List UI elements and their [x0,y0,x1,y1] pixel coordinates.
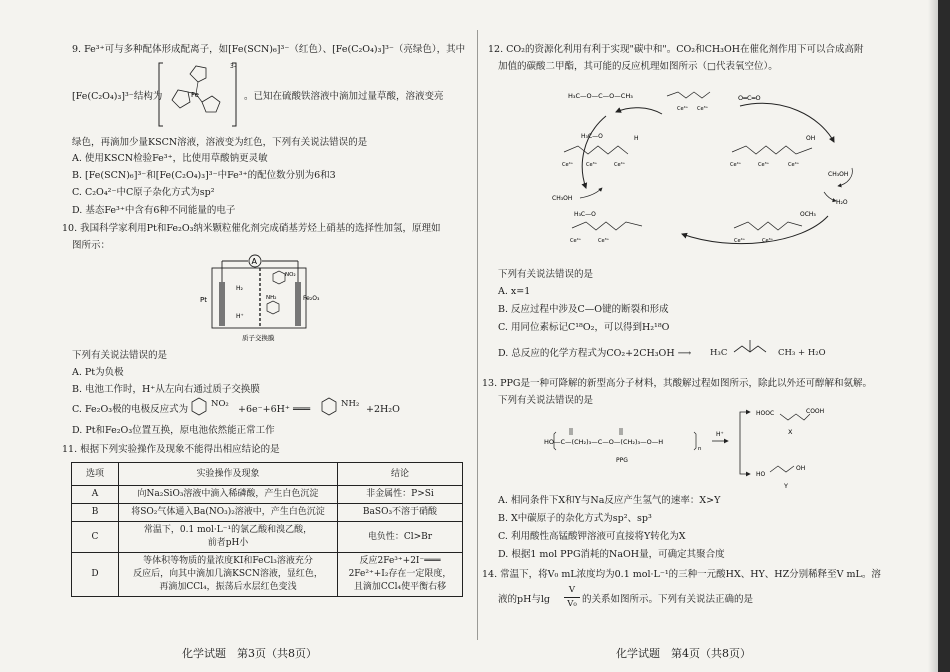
row-conclusion: 电负性：Cl>Br [338,522,463,553]
row-operation [119,553,338,597]
q13-option-a: A. 相同条件下X和Y与Na反应产生氢气的速率：X>Y [498,495,721,506]
surface-chain-bottom-left [572,222,642,230]
ch3oh-left-arrow [580,188,602,198]
table-header-row [72,463,463,486]
bottom-right-och3: OCH₃ [800,211,816,218]
q12-line2: 加值的碳酸二甲酯，其可能的反应机理如图所示（□代表氧空位）。 [498,61,778,72]
fe2o3-electrode [295,282,301,326]
q10-option-b: B. 电池工作时，H⁺从左向右通过质子交换膜 [72,384,260,395]
row-operation-line: 反应后，向其中滴加几滴KSCN溶液，显红色， [133,569,323,579]
q13-option-c: C. 利用酸性高锰酸钾溶液可直接将Y转化为X [498,531,686,542]
q12-option-d-h3c: H₃C [710,348,728,358]
row-conclusion [338,553,463,597]
ce-mid-right-2: Ce³⁺ [758,162,770,168]
q14-frac-num: V [568,585,576,595]
q14-frac-den: V₀ [567,599,577,609]
surface-chain-mid-left [564,146,628,154]
oxalate-complex-structure [158,60,240,130]
row-operation: 向Na₂SiO₃溶液中滴入稀磷酸，产生白色沉淀 [119,486,338,504]
q12-stem: 下列有关说法错误的是 [498,269,594,280]
ce-bottom-right-1: Ce⁴⁺ [734,238,746,244]
row-option: C [72,522,119,553]
q10-option-c-end: +2H₂O [366,404,400,415]
mid-right-oh: OH [806,135,816,142]
x-label: X [788,428,793,436]
q12-option-d-end: CH₃ + H₂O [778,348,826,358]
ce-mid-left-2: Ce³⁺ [586,162,598,168]
membrane-label: 质子交换膜 [242,334,275,342]
q10-option-c-no2: NO₂ [211,399,229,409]
mid-left-h3co: H₃C—O [581,133,603,140]
option-c-benzene-ring-1 [188,396,210,418]
dmc-skeleton [732,336,774,358]
right-page-footer: 化学试题 第4页（共8页） [616,647,751,660]
row-operation-line: 等体积等物质的量浓度KI和FeCl₃溶液充分 [143,556,313,566]
ammeter-label: A [251,257,257,266]
struct-charge: 3- [230,63,236,70]
ce-mid-left-3: Ce⁴⁺ [614,162,626,168]
hplus-label: H⁺ [236,313,244,320]
q9-option-a: A. 使用KSCN检验Fe³⁺，比使用草酸钠更灵敏 [72,153,268,164]
row-operation-line: 前者pH小 [207,538,249,548]
ce-mid-right-3: Ce⁴⁺ [788,162,800,168]
q13-option-d: D. 根据1 mol PPG消耗的NaOH量，可确定其聚合度 [498,549,725,560]
product-dmc-label: H₃C—O—C—O—CH₃ [568,92,633,100]
surface-chain-top [667,92,710,98]
ce-bottom-left-1: Ce⁴⁺ [570,238,582,244]
q9-line2b: 。已知在硫酸铁溶液中滴加过量草酸，溶液变亮 [244,91,444,102]
q9-line1: 9. Fe³⁺可与多种配体形成配离子，如[Fe(SCN)₆]³⁻（红色）、[Fe(C₂O₄)₃]³⁻（亮绿色），其中 [72,44,466,55]
ce-bottom-left-2: Ce³⁺ [598,238,610,244]
table-header: 结论 [338,463,463,486]
x-cooh: COOH [806,408,825,415]
row-operation-line: 再滴加CCl₄，振荡后水层红色变浅 [159,582,297,592]
oxalate-ring-top [190,66,206,82]
surface-chain-bottom-right [734,222,802,230]
row-conclusion-line: 反应2Fe³⁺+2I⁻═══ [359,556,441,566]
row-conclusion-line: 2Fe²⁺+I₂存在一定限度， [348,569,452,579]
y-label: Y [784,482,788,490]
fe2o3-label: Fe₂O₃ [303,295,320,302]
h2-label: H₂ [236,285,243,292]
row-conclusion: 非金属性：P>Si [338,486,463,504]
q9-option-c: C. C₂O₄²⁻中C原子杂化方式为sp² [72,187,215,198]
q9-line2a: [Fe(C₂O₄)₃]³⁻结构为 [72,91,163,102]
row-operation: 将SO₂气体通入Ba(NO₃)₂溶液中，产生白色沉淀 [119,504,338,522]
q10-option-c-mid: +6e⁻+6H⁺ ═══ [238,404,311,415]
oxalate-ring-left [172,90,190,108]
ppg-polymer-formula: HO—C—(CH₂)₃—C—O—(CH₂)₃—O—H [544,438,664,446]
row-conclusion-line: 且滴加CCl₄使平衡右移 [353,582,447,592]
q9-line3: 绿色，再滴加少量KSCN溶液，溶液变为红色，下列有关说法错误的是 [72,137,368,148]
ppg-label: PPG [616,457,628,464]
right-page [478,0,950,672]
ce-top-2: Ce³⁺ [697,106,709,112]
q13-line2: 下列有关说法错误的是 [498,395,594,406]
row-option: B [72,504,119,522]
row-conclusion: BaSO₃不溶于硝酸 [338,504,463,522]
co2-label: O═C═O [738,94,761,102]
x-hooc: HOOC [756,410,775,417]
pt-electrode [219,282,225,326]
q10-option-d: D. Pt和Fe₂O₃位置互换，原电池依然能正常工作 [72,425,275,436]
table-row [72,504,463,522]
bottom-left-h3co: H₃C—O [574,211,596,218]
pt-label: Pt [200,296,207,304]
ch3oh-left-label: CH₃OH [552,195,573,202]
ce-mid-left-1: Ce⁴⁺ [562,162,574,168]
catalytic-cycle-diagram [552,76,912,252]
q13-option-b: B. X中碳原子的杂化方式为sp²、sp³ [498,513,652,524]
q12-option-a: A. x=1 [498,286,531,297]
ppg-hydrolysis-scheme [544,404,844,490]
q12-option-c: C. 用同位素标记C¹⁸O₂，可以得到H₂¹⁸O [498,322,670,333]
h2o-out-arrow [824,192,836,201]
cycle-arrow-top-right [740,103,834,142]
q14-line2b: 的关系如图所示。下列有关说法正确的是 [582,594,754,605]
q14-line1: 14. 常温下，将V₀ mL浓度均为0.1 mol·L⁻¹的三种一元酸HX、HY、HZ分别稀释至V mL。溶 [482,569,881,580]
q10-option-c-text: C. Fe₂O₃极的电极反应式为 [72,404,189,415]
row-option: D [72,553,119,597]
q10-stem: 下列有关说法错误的是 [72,350,168,361]
surface-chain-mid-right [732,146,812,154]
ch3oh-right-label: CH₃OH [828,171,849,178]
cycle-arrow-bottom [682,216,828,244]
q9-option-d: D. 基态Fe³⁺中含有6种不同能量的电子 [72,205,236,216]
row-option: A [72,486,119,504]
y-ho: HO [756,471,766,478]
ce-bottom-right-2: Ce³⁺ [762,238,774,244]
table-row [72,522,463,553]
q11-line1: 11. 根据下列实验操作及现象不能得出相应结论的是 [62,444,280,455]
ppg-repeat-n: n [698,446,702,452]
q9-option-b: B. [Fe(SCN)₆]³⁻和[Fe(C₂O₄)₃]³⁻中Fe³⁺的配位数分别为6和3 [72,170,336,181]
reagent-label: H⁺ [716,431,724,438]
q10-line2: 图所示： [72,240,111,251]
q10-option-c-nh2: NH₂ [341,399,360,409]
h2o-label: H₂O [836,199,848,206]
q10-option-a: A. Pt为负极 [72,367,124,378]
y-chain [770,466,794,472]
table-header: 选项 [72,463,119,486]
q14-line2a: 液的pH与lg [498,594,550,605]
oxalate-ring-right [202,96,220,112]
nh2-label: NH₂ [266,295,277,301]
row-operation [119,522,338,553]
ce-mid-right-1: Ce⁴⁺ [730,162,742,168]
y-oh: OH [796,465,806,472]
left-page-footer: 化学试题 第3页（共8页） [182,647,317,660]
q12-option-d-text: D. 总反应的化学方程式为CO₂+2CH₃OH ⟶ [498,348,692,359]
table-header: 实验操作及现象 [119,463,338,486]
branch-arrow-x [740,412,750,441]
fuel-cell-diagram [198,252,324,344]
cycle-arrow-top-left [616,108,662,114]
q12-option-b: B. 反应过程中涉及C—O键的断裂和形成 [498,304,669,315]
nitrobenzene-ring [273,271,285,284]
q10-line1: 10. 我国科学家利用Pt和Fe₂O₃纳米颗粒催化剂完成硝基芳烃上硝基的选择性加氢，原理如 [62,223,441,234]
option-c-benzene-ring-2 [318,396,340,418]
table-row [72,553,463,597]
no2-label: NO₂ [285,272,296,278]
q11-table [71,462,463,597]
branch-arrow-y [740,441,750,474]
ce-top-1: Ce⁴⁺ [677,106,689,112]
row-operation-line: 常温下，0.1 mol·L⁻¹的氯乙酸和溴乙酸， [143,525,313,535]
mid-left-h: H [634,135,639,142]
q13-line1: 13. PPG是一种可降解的新型高分子材料，其酸解过程如图所示，除此以外还可醇解和氨解。 [482,378,873,389]
aniline-ring [267,301,279,314]
q12-line1: 12. CO₂的资源化利用有利于实现"碳中和"。CO₂和CH₃OH在催化剂作用下可以合成高附 [488,44,864,55]
table-row [72,486,463,504]
struct-center: Fe [191,91,199,99]
